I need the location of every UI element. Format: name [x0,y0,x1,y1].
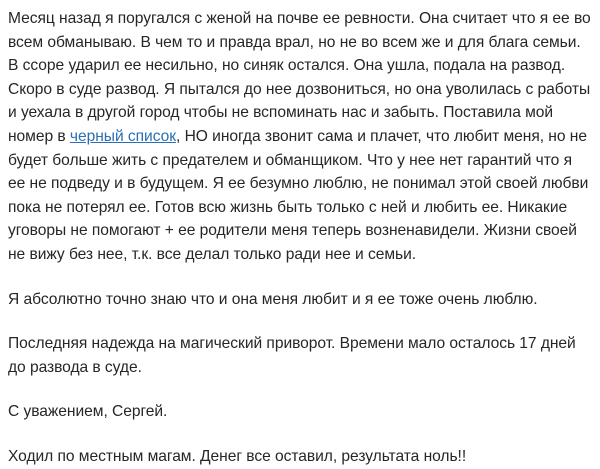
paragraph-hope: Последняя надежда на магический приворот. Времени мало осталось 17 дней до развода в суде. [8,335,576,376]
blacklist-link[interactable]: черный список [69,127,177,145]
story-text-part2: , НО иногда звонит сама и плачет, что любит меня, но не будет больше жить с предателем и обманщиком. Что у нее нет гарантий что я ее не подведу и в будущем. Я ее безумно люблю, не понимал этой своей любви пока не потерял ее. Готов всю жизнь быть только с ней и любить ее. Никакие уговоры не помогают + ее родители меня теперь возненавидели. Жизни своей не вижу без нее, т.к. все делал только ради нее и семьи. [8,127,589,263]
story-text-part1: Месяц назад я поругался с женой на почве ее ревности. Она считает что я ее во всем обманываю. В чем то и правда врал, но не во всем же и для блага семьи. В ссоре ударил ее несильно, но синяк остался. Она ушла, подала на развод. Скоро в суде развод. Я пытался до нее дозвониться, но она уволилась с работы и уехала в другой город чтобы не вспоминать нас и забыть. Поставила мой номер в [8,10,591,145]
paragraph-love: Я абсолютно точно знаю что и она меня любит и я ее тоже очень люблю. [8,290,538,308]
post-body [8,7,592,469]
signature: С уважением, Сергей. [8,403,168,421]
paragraph-postscript: Ходил по местным магам. Денег все оставил, результата ноль!! [8,447,467,465]
paragraph-story [8,7,592,267]
